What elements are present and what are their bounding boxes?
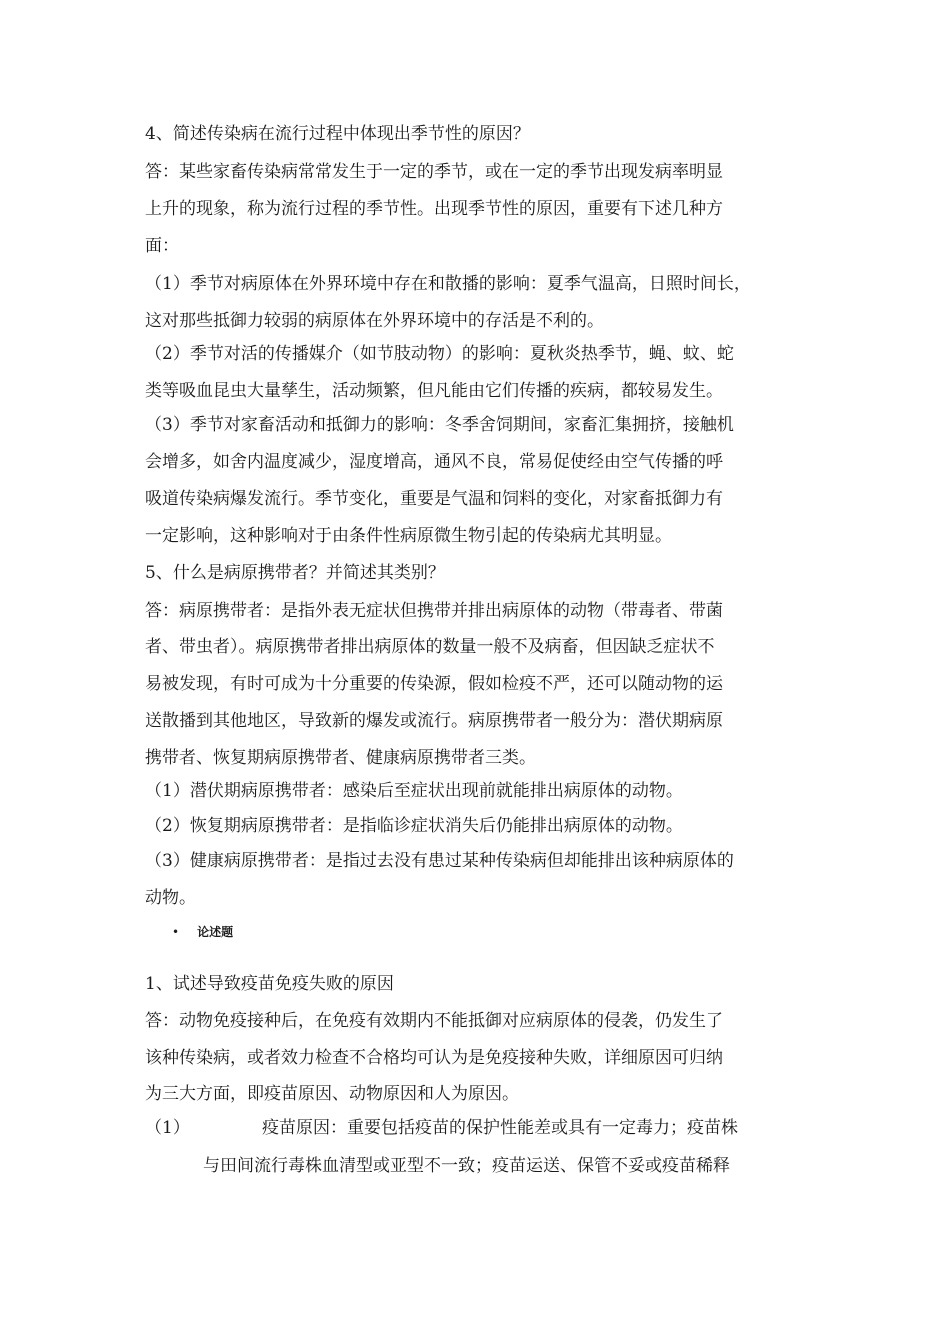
q5-item3-line-1: （3）健康病原携带者：是指过去没有患过某种传染病但却能排出该种病原体的 (145, 851, 734, 871)
q4-item3-line-1: （3）季节对家畜活动和抵御力的影响：冬季舍饲期间，家畜汇集拥挤，接触机 (145, 415, 734, 435)
q4-item3-line-3: 吸道传染病爆发流行。季节变化，重要是气温和饲料的变化，对家畜抵御力有 (145, 489, 723, 509)
q5-answer-line-2: 者、带虫者）。病原携带者排出病原体的数量一般不及病畜，但因缺乏症状不 (145, 637, 715, 657)
essay1-item1-line-1: 疫苗原因：重要包括疫苗的保护性能差或具有一定毒力；疫苗株 (262, 1118, 738, 1138)
q4-answer-line-1: 答：某些家畜传染病常常发生于一定的季节，或在一定的季节出现发病率明显 (145, 162, 723, 182)
essay1-item1-label: （1） (145, 1118, 190, 1138)
q5-answer-line-1: 答：病原携带者：是指外表无症状但携带并排出病原体的动物（带毒者、带菌 (145, 601, 723, 621)
essay1-answer-line-3: 为三大方面，即疫苗原因、动物原因和人为原因。 (145, 1084, 519, 1104)
q4-answer-line-2: 上升的现象，称为流行过程的季节性。出现季节性的原因，重要有下述几种方 (145, 199, 723, 219)
essay1-answer-line-1: 答：动物免疫接种后，在免疫有效期内不能抵御对应病原体的侵袭，仍发生了 (145, 1011, 723, 1031)
section-title: 论述题 (197, 925, 234, 939)
q4-item2-line-2: 类等吸血昆虫大量孳生，活动频繁，但凡能由它们传播的疾病，都较易发生。 (145, 381, 723, 401)
q5-item3-line-2: 动物。 (145, 888, 196, 908)
q4-item1-line-1: （1）季节对病原体在外界环境中存在和散播的影响：夏季气温高，日照时间长， (145, 274, 751, 294)
q5-item1-line-1: （1）潜伏期病原携带者：感染后至症状出现前就能排出病原体的动物。 (145, 781, 683, 801)
q5-answer-line-4: 送散播到其他地区，导致新的爆发或流行。病原携带者一般分为：潜伏期病原 (145, 711, 723, 731)
essay1-item1-line-2: 与田间流行毒株血清型或亚型不一致；疫苗运送、保管不妥或疫苗稀释 (203, 1156, 730, 1176)
q5-answer-line-5: 携带者、恢复期病原携带者、健康病原携带者三类。 (145, 748, 536, 768)
q5-answer-line-3: 易被发现，有时可成为十分重要的传染源，假如检疫不严，还可以随动物的运 (145, 674, 723, 694)
q4-item3-line-4: 一定影响，这种影响对于由条件性病原微生物引起的传染病尤其明显。 (145, 526, 672, 546)
bullet-icon: • (172, 925, 180, 939)
essay1-question: 1、试述导致疫苗免疫失败的原因 (145, 974, 394, 994)
q4-question: 4、简述传染病在流行过程中体现出季节性的原因？ (145, 124, 530, 144)
q5-item2-line-1: （2）恢复期病原携带者：是指临诊症状消失后仍能排出病原体的动物。 (145, 816, 683, 836)
essay1-answer-line-2: 该种传染病，或者效力检查不合格均可认为是免疫接种失败，详细原因可归纳 (145, 1048, 723, 1068)
q4-answer-line-3: 面： (145, 236, 179, 256)
q4-item3-line-2: 会增多，如舍内温度减少，湿度增高，通风不良，常易促使经由空气传播的呼 (145, 452, 723, 472)
q4-item2-line-1: （2）季节对活的传播媒介（如节肢动物）的影响：夏秋炎热季节，蝇、蚊、蛇 (145, 344, 734, 364)
q4-item1-line-2: 这对那些抵御力较弱的病原体在外界环境中的存活是不利的。 (145, 311, 604, 331)
q5-question: 5、什么是病原携带者？并简述其类别？ (145, 563, 445, 583)
section-heading (172, 924, 233, 940)
